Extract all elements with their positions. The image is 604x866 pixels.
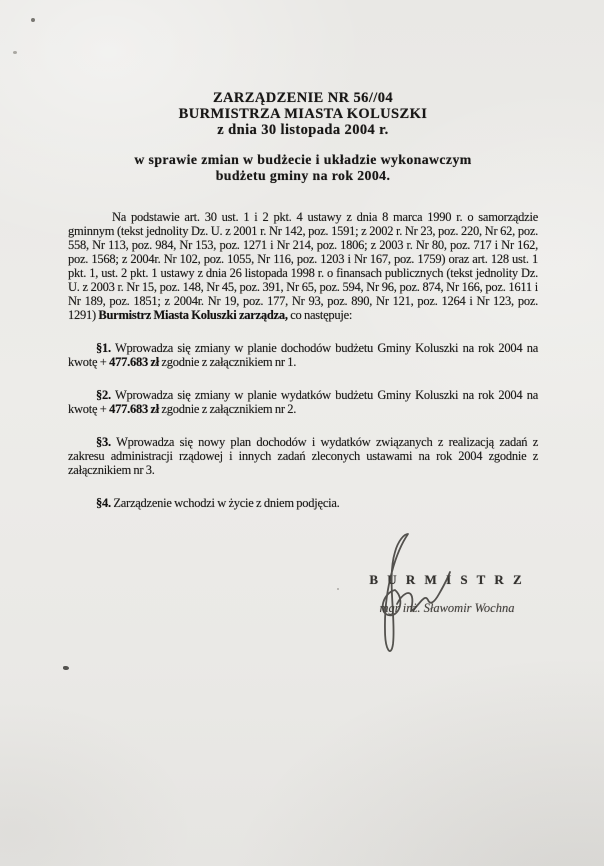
signatory-role-label: B U R M I S T R Z (369, 572, 525, 587)
subject-line-2: budżetu gminy na rok 2004. (215, 168, 391, 183)
section-text-post: zgodnie z załącznikiem nr 1. (158, 355, 297, 369)
scan-speck (13, 51, 17, 54)
section-amount: 477.683 zł (109, 402, 159, 416)
title-line-date: z dnia 30 listopada 2004 r. (217, 122, 389, 138)
document-content (68, 90, 538, 510)
title-line-authority: BURMISTRZA MIASTA KOLUSZKI (178, 106, 428, 122)
section-paragraph-1 (68, 341, 538, 369)
title-line-ordinance-number: ZARZĄDZENIE NR 56//04 (212, 90, 393, 106)
section-paragraph-3 (68, 435, 538, 477)
scan-speck (31, 18, 35, 22)
section-marker: §2. (96, 388, 111, 402)
section-text-post: zgodnie z załącznikiem nr 2. (158, 402, 297, 416)
section-amount: 477.683 zł (109, 355, 159, 369)
section-text: Wprowadza się nowy plan dochodów i wydatków związanych z realizacją zadań z zakresu administracji rządowej i innych zadań zleconych ustawami na rok 2004 zgodnie z załącznikiem nr 3. (68, 435, 538, 477)
legal-basis-paragraph (68, 210, 538, 322)
section-text: Zarządzenie wchodzi w życie z dniem podjęcia. (110, 496, 340, 510)
signatory-name: mgr inż. Sławomir Wochna (379, 601, 515, 615)
legal-basis-closing: co następuje: (287, 308, 353, 322)
section-text: Wprowadza się zmiany w planie wydatków budżetu Gminy Koluszki na rok 2004 na kwotę + (68, 388, 538, 416)
section-marker: §3. (96, 435, 111, 449)
section-text: Wprowadza się zmiany w planie dochodów budżetu Gminy Koluszki na rok 2004 na kwotę + (68, 341, 538, 369)
scan-speck (63, 666, 69, 670)
document-title (68, 90, 538, 138)
section-marker: §1. (96, 341, 111, 355)
section-paragraph-2 (68, 388, 538, 416)
document-subject (68, 152, 538, 184)
section-paragraph-4 (68, 496, 538, 510)
section-marker: §4. (96, 496, 111, 510)
legal-basis-bold-clause: Burmistrz Miasta Koluszki zarządza, (98, 308, 288, 322)
legal-basis-text: Na podstawie art. 30 ust. 1 i 2 pkt. 4 ustawy z dnia 8 marca 1990 r. o samorządzie gminnym (tekst jednolity Dz. U. z 2001 r. Nr 142, poz. 1591; z 2002 r. Nr 23, poz. 220, Nr 62, poz. 558, Nr 113, poz. 984, Nr 153, poz. 1271 i Nr 214, poz. 1806; z 2003 r. Nr 80, poz. 717 i Nr 162, poz. 1568; z 2004r. Nr 102, poz. 1055, Nr 116, poz. 1203 i Nr 167, poz. 1759) oraz art. 128 ust. 1 pkt. 1, ust. 2 pkt. 1 ustawy z dnia 26 listopada 1998 r. o finansach publicznych (tekst jednolity Dz. U. z 2003 r. Nr 15, poz. 148, Nr 45, poz. 391, Nr 65, poz. 594, Nr 96, poz. 874, Nr 166, poz. 1611 i Nr 189, poz. 1851; z 2004r. Nr 19, poz. 177, Nr 93, poz. 890, Nr 121, poz. 1264 i Nr 123, poz. 1291) (68, 210, 538, 322)
signature-block (338, 572, 556, 616)
subject-line-1: w sprawie zmian w budżecie i układzie wykonawczym (134, 152, 472, 167)
